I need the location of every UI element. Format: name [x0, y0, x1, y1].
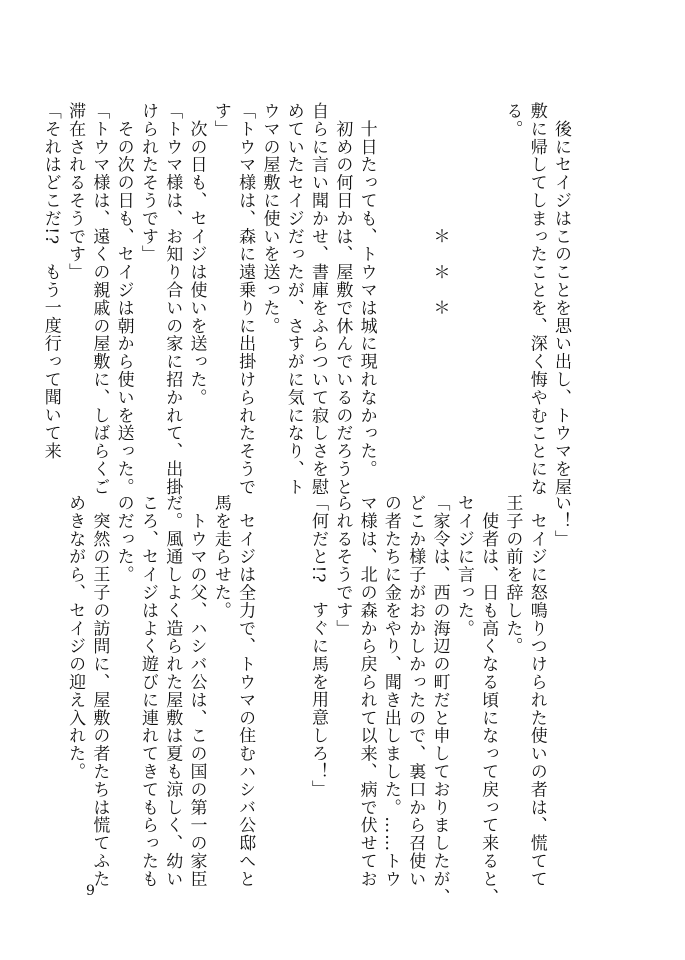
text-line: めきながら、セイジの迎え入れた。	[65, 494, 86, 781]
text-line: 次の日も、セイジは使いを送った。	[186, 102, 207, 407]
upper-text-block	[38, 102, 573, 496]
text-line: めていたセイジだったが、さすがに気になり、ト	[283, 102, 304, 496]
text-line: の者たちに金をやり、聞き出しました。……トウ	[380, 494, 401, 888]
text-line: 使者は、日も高くなる頃になって戻って来ると、	[478, 494, 499, 906]
text-line	[379, 102, 403, 462]
text-line: けられたそうです」	[137, 102, 158, 264]
text-line: 初めの何日かは、屋敷で休んでいるのだろうと	[332, 102, 353, 496]
text-line: 「トウマ様は、森に遠乗りに出掛けられたそうで	[235, 102, 256, 496]
lower-text-block	[63, 494, 573, 906]
text-line: 「家令は、西の海辺の町だと申しておりましたが、	[429, 494, 450, 906]
text-line: その次の日も、セイジは朝から使いを送った。	[113, 102, 134, 496]
text-line: マ様は、北の森から戻られて以来、病で伏せてお	[356, 494, 377, 888]
text-line: 「それはどこだ!? もう一度行って聞いて来	[40, 102, 61, 460]
text-line: ＊ ＊ ＊	[429, 102, 450, 317]
text-line: る。	[502, 102, 523, 138]
text-line	[476, 102, 500, 462]
text-line: のだった。	[113, 494, 134, 584]
text-line: セイジは全力で、トウマの住むハシバ公邸へと	[235, 494, 256, 888]
text-line: 「何だと!? すぐに馬を用意しろ！」	[308, 494, 329, 799]
text-line	[452, 102, 476, 462]
page-number: 9	[86, 883, 95, 899]
text-line: 滞在されるそうです」	[65, 102, 86, 281]
text-line: セイジに言った。	[453, 494, 474, 638]
text-line: す」	[210, 102, 231, 138]
text-line: い！」	[551, 494, 571, 548]
text-line	[403, 102, 427, 462]
text-line: 「トウマ様は、お知り合いの家に招かれて、出掛	[162, 102, 183, 496]
text-line	[281, 494, 305, 854]
text-line: 十日たっても、トウマは城に現れなかった。	[356, 102, 377, 478]
text-line: ころ、セイジはよく遊びに連れてきてもらったも	[137, 494, 158, 888]
text-line: ウマの屋敷に使いを送った。	[259, 102, 280, 335]
text-line: 後にセイジはこのことを思い出し、トウマを屋	[551, 102, 571, 496]
text-line: 自らに言い聞かせ、書庫をふらついて寂しさを慰	[308, 102, 329, 496]
text-line: 「トウマ様は、遠くの親戚の屋敷に、しばらくご	[89, 102, 110, 496]
text-line: だ。風通しよく造られた屋敷は夏も涼しく、幼い	[162, 494, 183, 888]
text-line: 敷に帰してしまったことを、深く悔やむことにな	[526, 102, 547, 496]
text-line	[257, 494, 281, 854]
text-line: 王子の前を辞した。	[502, 494, 523, 656]
text-line: セイジに怒鳴りつけられた使いの者は、慌てて	[526, 494, 547, 888]
text-line: 突然の王子の訪問に、屋敷の者たちは慌てふた	[89, 494, 110, 888]
text-line: トウマの父、ハシバ公は、この国の第一の家臣	[186, 494, 207, 888]
text-line: 馬を走らせた。	[210, 494, 231, 620]
text-line: られるそうです」	[332, 494, 353, 638]
text-line: どこか様子がおかしかったので、裏口から召使い	[405, 494, 426, 888]
